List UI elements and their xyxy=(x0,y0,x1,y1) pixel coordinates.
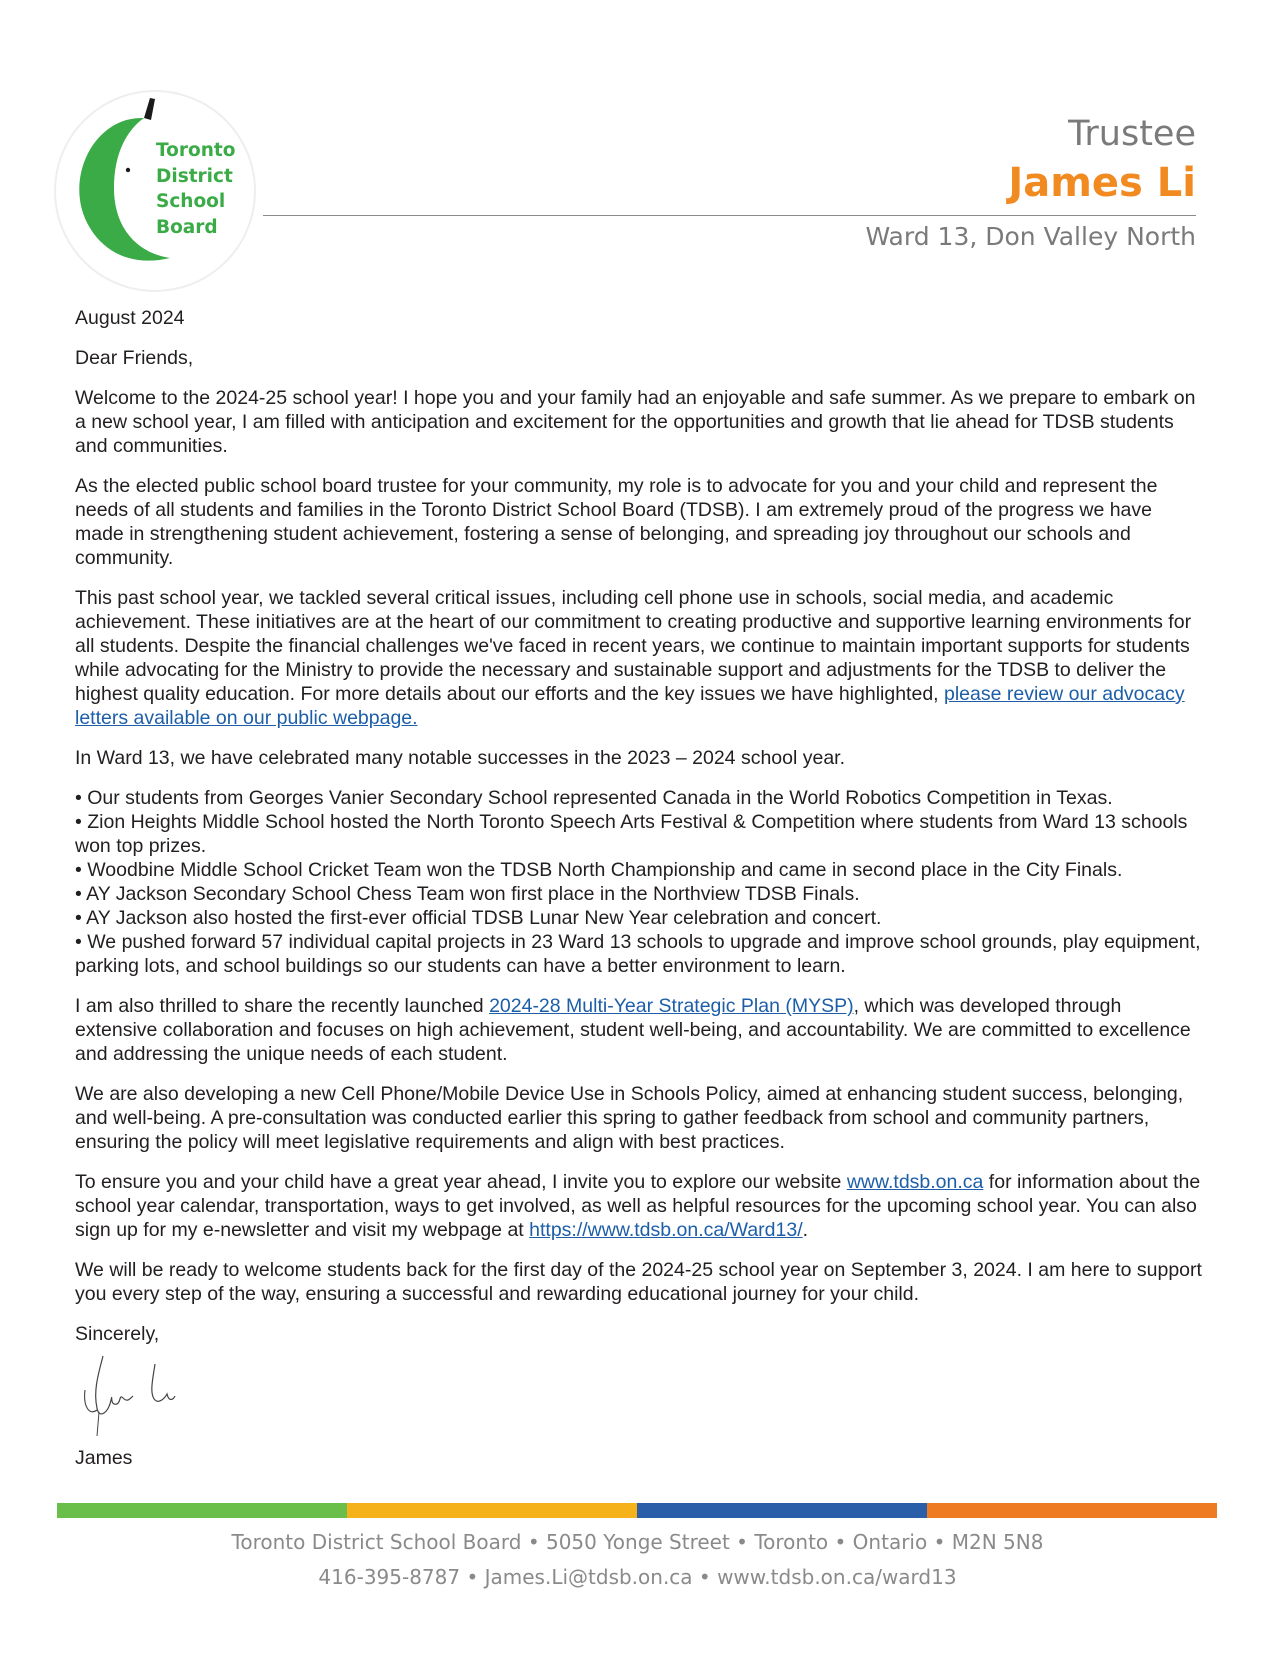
letter-signoff: James xyxy=(75,1447,133,1469)
paragraph: Welcome to the 2024-25 school year! I hope you and your family had an enjoyable and safe summer. As we prepare to embark on a new school year, I am filled with anticipation and excitement for the opportunities and growth that lie ahead for TDSB students and communities. xyxy=(75,387,1196,457)
paragraph-text: This past school year, we tackled several critical issues, including cell phone use in schools, social media, and academic achievement. These initiatives are at the heart of our commitment to creating productive and supportive learning environments for all students. Despite the financial challenges we've faced in recent years, we continue to maintain important supports for students while advocating for the Ministry to provide the necessary and sustainable support and adjustments for the TDSB to deliver the highest quality education. For more details about our efforts and the key issues we have highlighted, xyxy=(75,587,1192,705)
list-item: • We pushed forward 57 individual capital projects in 23 Ward 13 schools to upgrade and improve school grounds, play equipment, parking lots, and school buildings so our students can have a better environment to learn. xyxy=(75,930,1205,978)
paragraph xyxy=(75,994,1205,1066)
paragraph-text: . xyxy=(802,1219,809,1241)
trustee-name: James Li xyxy=(1008,160,1196,206)
list-item: • Our students from Georges Vanier Secondary School represented Canada in the World Robotics Competition in Texas. xyxy=(75,786,1205,810)
footer-bar-orange xyxy=(927,1503,1217,1518)
tdsb-logo xyxy=(52,88,258,294)
footer-contact: 416-395-8787 • James.Li@tdsb.on.ca • www.tdsb.on.ca/ward13 xyxy=(318,1565,957,1589)
tdsb-website-link[interactable]: www.tdsb.on.ca xyxy=(846,1171,984,1193)
logo-line: District xyxy=(156,165,233,187)
footer-address: Toronto District School Board • 5050 Yonge Street • Toronto • Ontario • M2N 5N8 xyxy=(231,1530,1044,1554)
letter-body xyxy=(75,306,1205,1470)
paragraph-text: for information about the school year calendar, transportation, ways to get involved, as well as helpful resources for the upcoming school year. You can also sign up for my e-newsletter and visit my webpage at xyxy=(75,1171,1201,1241)
logo-line: Toronto xyxy=(156,140,236,161)
footer-bar-blue xyxy=(637,1503,927,1518)
paragraph-text: , which was developed through extensive collaboration and focuses on high achievement, student well-being, and accountability. We are committed to excellence and addressing the unique needs of each student. xyxy=(75,995,1191,1065)
paragraph: We are also developing a new Cell Phone/Mobile Device Use in Schools Policy, aimed at enhancing student success, belonging, and well-being. A pre-consultation was conducted earlier this spring to gather feedback from school and community partners, ensuring the policy will meet legislative requirements and align with best practices. xyxy=(75,1083,1184,1153)
letter-closing: Sincerely, xyxy=(75,1323,160,1345)
header-divider xyxy=(263,215,1196,216)
signature-icon xyxy=(79,1350,189,1440)
trustee-title: Trustee xyxy=(1068,114,1196,154)
letter-salutation: Dear Friends, xyxy=(75,347,194,369)
logo-line: School xyxy=(156,191,226,212)
logo-text xyxy=(156,138,235,240)
paragraph: We will be ready to welcome students back for the first day of the 2024-25 school year on September 3, 2024. I am here to support you every step of the way, ensuring a successful and rewarding educational journey for your child. xyxy=(75,1259,1202,1305)
footer-color-bar xyxy=(57,1503,1217,1518)
ward13-webpage-link[interactable]: https://www.tdsb.on.ca/Ward13/ xyxy=(529,1219,803,1241)
footer-bar-green xyxy=(57,1503,347,1518)
logo-line: Board xyxy=(156,216,218,238)
paragraph xyxy=(75,586,1205,730)
paragraph xyxy=(75,1170,1205,1242)
list-item: • Zion Heights Middle School hosted the North Toronto Speech Arts Festival & Competition where students from Ward 13 schools won top prizes. xyxy=(75,810,1205,858)
list-item: • AY Jackson also hosted the first-ever official TDSB Lunar New Year celebration and concert. xyxy=(75,906,1205,930)
list-item: • Woodbine Middle School Cricket Team won the TDSB North Championship and came in second place in the City Finals. xyxy=(75,858,1205,882)
mysp-link[interactable]: 2024-28 Multi-Year Strategic Plan (MYSP) xyxy=(489,995,854,1017)
paragraph-text: To ensure you and your child have a great year ahead, I invite you to explore our website xyxy=(75,1171,847,1193)
letter-date: August 2024 xyxy=(75,307,185,329)
paragraph: In Ward 13, we have celebrated many notable successes in the 2023 – 2024 school year. xyxy=(75,747,846,769)
successes-list xyxy=(75,786,1205,978)
footer-bar-yellow xyxy=(347,1503,637,1518)
list-item: • AY Jackson Secondary School Chess Team won first place in the Northview TDSB Finals. xyxy=(75,882,1205,906)
ward-label: Ward 13, Don Valley North xyxy=(865,222,1196,251)
paragraph: As the elected public school board trustee for your community, my role is to advocate for you and your child and represent the needs of all students and families in the Toronto District School Board (TDSB). I am extremely proud of the progress we have made in strengthening student achievement, fostering a sense of belonging, and spreading joy throughout our schools and community. xyxy=(75,475,1158,569)
paragraph-text: I am also thrilled to share the recently launched xyxy=(75,995,490,1017)
advocacy-letters-link[interactable]: please review our advocacy letters available on our public webpage. xyxy=(75,683,1185,729)
